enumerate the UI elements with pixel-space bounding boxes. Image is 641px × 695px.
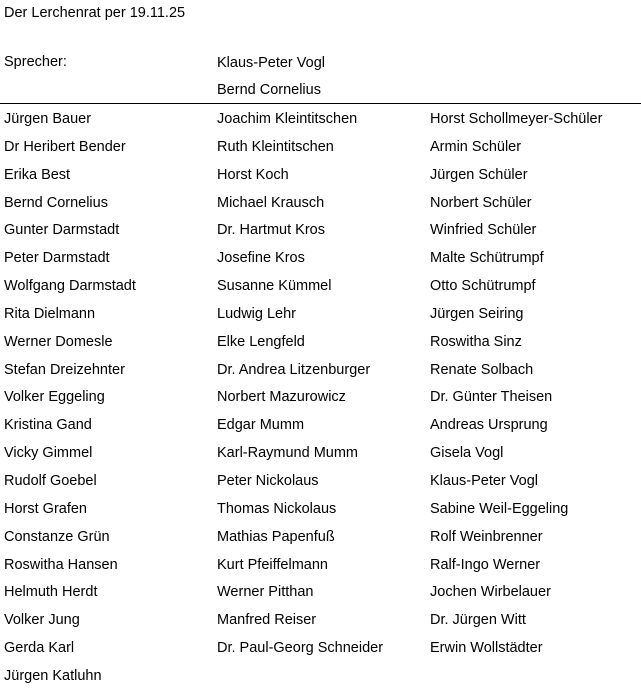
- member-name: Werner Domesle: [4, 333, 113, 350]
- member-name: Horst Grafen: [4, 500, 87, 517]
- member-name: Gerda Karl: [4, 640, 75, 657]
- member-name: Kristina Gand: [4, 417, 92, 434]
- member-name: Elke Lengfeld: [217, 333, 305, 350]
- member-name: Andreas Ursprung: [430, 417, 548, 434]
- member-name: Sabine Weil-Eggeling: [430, 500, 569, 517]
- member-name: Jochen Wirbelauer: [430, 584, 551, 601]
- member-name: Dr. Paul-Georg Schneider: [217, 640, 384, 657]
- member-name: Horst Koch: [217, 166, 289, 183]
- member-name: Gisela Vogl: [430, 445, 504, 462]
- member-name: Thomas Nickolaus: [217, 500, 337, 517]
- member-name: Norbert Mazurowicz: [217, 389, 346, 406]
- member-name: Dr Heribert Bender: [4, 138, 126, 155]
- sprecher-name: Klaus-Peter Vogl: [217, 55, 326, 71]
- divider-line: [0, 103, 641, 104]
- member-name: Rudolf Goebel: [4, 472, 97, 489]
- member-name: Peter Darmstadt: [4, 250, 110, 267]
- member-name: Rolf Weinbrenner: [430, 528, 543, 545]
- member-name: Ludwig Lehr: [217, 305, 296, 322]
- member-name: Constanze Grün: [4, 528, 110, 545]
- member-name: Ralf-Ingo Werner: [430, 556, 541, 573]
- member-name: Winfried Schüler: [430, 222, 537, 239]
- member-name: Renate Solbach: [430, 361, 534, 378]
- member-name: Vicky Gimmel: [4, 445, 93, 462]
- member-name: Michael Krausch: [217, 194, 325, 211]
- member-name: Kurt Pfeiffelmann: [217, 556, 328, 573]
- member-column-3: [430, 110, 602, 667]
- member-name: Mathias Papenfuß: [217, 528, 335, 545]
- member-name: Peter Nickolaus: [217, 472, 319, 489]
- member-name: Helmuth Herdt: [4, 584, 98, 601]
- member-name: Roswitha Sinz: [430, 333, 522, 350]
- sprecher-names: [217, 54, 325, 108]
- member-name: Jürgen Schüler: [430, 166, 528, 183]
- member-name: Dr. Hartmut Kros: [217, 222, 325, 239]
- member-name: Volker Jung: [4, 612, 80, 629]
- member-name: Roswitha Hansen: [4, 556, 118, 573]
- member-name: Ruth Kleintitschen: [217, 138, 334, 155]
- sprecher-name: Bernd Cornelius: [217, 82, 321, 98]
- member-name: Wolfgang Darmstadt: [4, 278, 136, 295]
- member-name: Norbert Schüler: [430, 194, 532, 211]
- member-name: Gunter Darmstadt: [4, 222, 120, 239]
- member-name: Bernd Cornelius: [4, 194, 108, 211]
- member-name: Manfred Reiser: [217, 612, 317, 629]
- member-name: Erika Best: [4, 166, 71, 183]
- member-name: Rita Dielmann: [4, 305, 96, 322]
- member-name: Dr. Jürgen Witt: [430, 612, 526, 629]
- member-name: Josefine Kros: [217, 250, 305, 267]
- sprecher-label: Sprecher:: [4, 54, 67, 70]
- member-name: Volker Eggeling: [4, 389, 105, 406]
- member-name: Dr. Günter Theisen: [430, 389, 553, 406]
- member-column-2: [217, 110, 383, 667]
- member-name: Jürgen Bauer: [4, 111, 92, 127]
- member-name: Jürgen Katluhn: [4, 667, 102, 684]
- member-name: Armin Schüler: [430, 138, 522, 155]
- member-name: Jürgen Seiring: [430, 305, 524, 322]
- member-name: Erwin Wollstädter: [430, 640, 543, 657]
- member-name: Susanne Kümmel: [217, 278, 332, 295]
- member-name: Edgar Mumm: [217, 417, 305, 434]
- member-column-1: [4, 110, 136, 695]
- member-name: Malte Schütrumpf: [430, 250, 544, 267]
- member-name: Dr. Andrea Litzenburger: [217, 361, 371, 378]
- document-title: Der Lerchenrat per 19.11.25: [4, 5, 186, 21]
- member-name: Joachim Kleintitschen: [217, 111, 358, 127]
- member-name: Otto Schütrumpf: [430, 278, 536, 295]
- member-name: Horst Schollmeyer-Schüler: [430, 111, 603, 127]
- member-name: Klaus-Peter Vogl: [430, 472, 539, 489]
- member-name: Stefan Dreizehnter: [4, 361, 125, 378]
- member-name: Werner Pitthan: [217, 584, 314, 601]
- member-name: Karl-Raymund Mumm: [217, 445, 358, 462]
